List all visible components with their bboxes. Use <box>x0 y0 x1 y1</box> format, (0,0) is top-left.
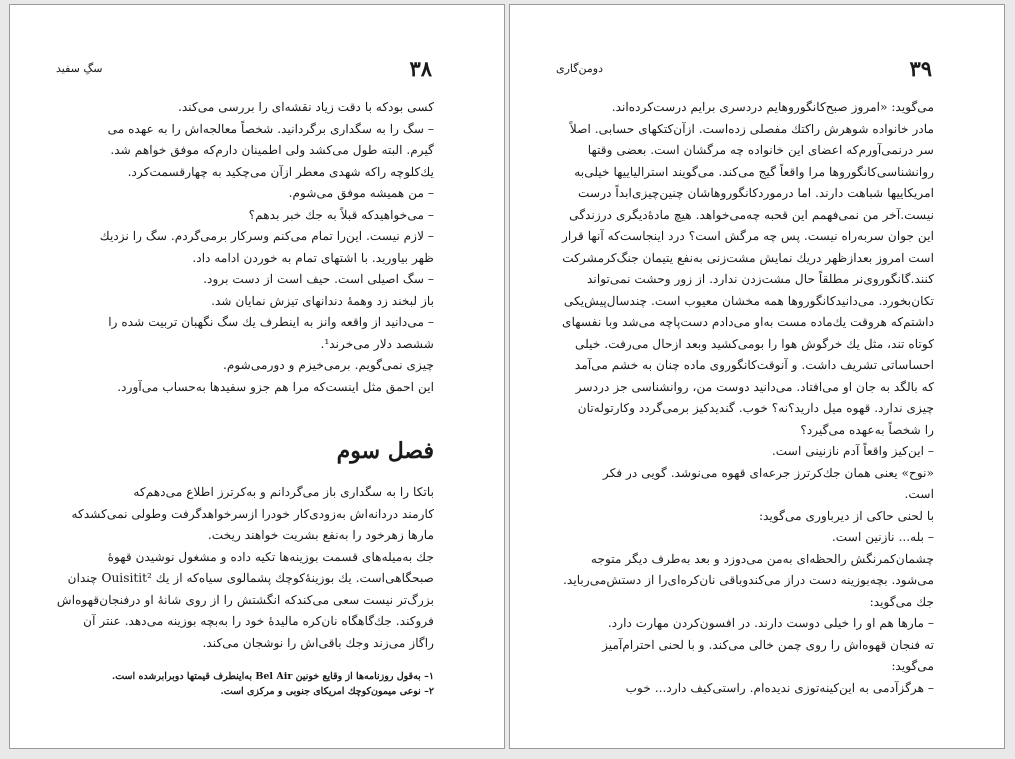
text-line: جك به‌میله‌های قسمت بوزینه‌ها تکیه داده و مشغول نوشیدن قهوهٔ <box>107 549 434 564</box>
left-page <box>9 4 505 749</box>
text-line: بزرگ‌تر نیست سعی می‌کندکه انگشتش را از روی شانهٔ او درفنجان‌قهوه‌اش <box>56 592 434 607</box>
text-line: روانشناسی‌کانگوروها مرا واقعاً گیج می‌کند. می‌گویند استرالیاییها خیلی‌به <box>574 164 934 179</box>
text-line: داشتم‌که هروقت یك‌ماده مست به‌او می‌دادم دست‌پاچه می‌شد وبا نفسهای <box>562 315 934 329</box>
text-line: سر درنمی‌آورم‌که اعضای این خانواده چه مرگشان است. بعضی وقتها <box>587 143 934 157</box>
text-line: تکان‌بخورد. می‌دانیدکانگوروها همه مخشان معیوب است. چندسال‌پیش‌یکی <box>563 293 934 308</box>
text-line: فروکند. جك‌گاهگاه نان‌کره مالیدهٔ خود را به‌بچه بوزینه می‌دهد. عنتر آن <box>83 614 434 628</box>
footnote: ۱– به‌قول روزنامه‌ها از وقایع خونین Bel Air به‌اینطرف قیمتها دوبرابرشده است. <box>111 671 434 682</box>
running-title: سگِ سفید <box>56 62 103 75</box>
page-number: ۳۸ <box>409 56 432 81</box>
text-line: است امروز بعدازظهر دریك نمایش مشت‌زنی به‌نفع یتیمان جنگ‌کرمشرکت <box>562 250 934 265</box>
text-line: – می‌خواهیدکه قبلاً به جك خبر بدهم؟ <box>248 207 434 222</box>
text-line: ته فنجان قهوه‌اش را روی چمن خالی می‌کند. و با لحنی احترام‌آمیز <box>602 637 934 652</box>
text-line: چیزی ندارد. قهوه میل دارید؟نه؟ خوب. گندیدکیز برمی‌گردد وکارتوله‌تان <box>577 401 934 415</box>
left-page-body-bottom <box>56 482 434 654</box>
running-title: دومن‌گاری <box>556 62 603 75</box>
text-line: احساساتی تشریف داشت. و آنوقت‌کانگوروی ماده چنان به خشم می‌آمد <box>574 358 934 372</box>
footnote: ۲– نوعی میمون‌کوچك امریکای جنوبی و مرکزی است. <box>220 686 434 697</box>
text-line: می‌شود. بچه‌بوزینه دست دراز می‌کندوباقی نان‌کره‌ای‌را از دستش‌می‌رباید. <box>563 573 934 587</box>
text-line: – بله... نازنین است. <box>831 530 934 544</box>
text-line: یك‌کلوچه راکه شهدی معطر ازآن می‌چکید به چهارقسمت‌کرد. <box>127 164 434 179</box>
text-line: چشمان‌کمرنگش رالحظه‌ای به‌من می‌دوزد و بعد به‌طرف دیگر متوجه <box>590 551 934 566</box>
text-line: امریکاییها شباهت دارند. اما درمورد‌کانگوروهاشان چنین‌چیزی‌ابداً درست <box>578 186 934 200</box>
page-number: ۳۹ <box>909 56 932 81</box>
text-line: ششصد دلار می‌خرند¹. <box>320 336 434 351</box>
text-line: – مارها هم او را خیلی دوست دارند. در افسون‌کردن مهارت دارد. <box>607 616 934 630</box>
text-line: است. <box>904 487 934 501</box>
text-line: راگاز می‌زند وجك باقی‌اش را نوشجان می‌کند. <box>202 635 434 650</box>
text-line: کارمند دردانه‌اش به‌زودی‌کار خودرا ازسرخواهدگرفت وطولی نمی‌کشدکه <box>71 506 434 521</box>
text-line: صبحگاهی‌است. یك بوزینهٔ‌کوچك پشمالوی سیاه‌که از یك Ouisitit² چندان <box>67 571 434 585</box>
text-line: – لازم نیست. این‌را تمام می‌کنم وسرکار برمی‌گردم. سگ را نزدیك <box>99 229 434 243</box>
text-line: – سگ اصیلی است. حیف است از دست برود. <box>203 272 434 286</box>
text-line: باز لبخند زد وهمهٔ دندانهای تیزش نمایان شد. <box>211 293 434 308</box>
text-line: – من همیشه موفق می‌شوم. <box>288 186 434 200</box>
text-line: را شخصاً به‌عهده می‌گیرد؟ <box>800 422 934 437</box>
text-line: نیست.آخر من نمی‌فهمم این قحبه چه‌می‌خواهد. هیچ مادهٔ‌دیگری درزندگی <box>569 207 934 222</box>
text-line: این جوان سربه‌راه نیست. پس چه مرگش است؟ درد اینجاست‌که آنها قرار <box>562 229 934 243</box>
text-line: ظهر بیاورید. با اشتهای تمام به خوردن ادامه داد. <box>192 250 434 265</box>
text-line: چیزی نمی‌گویم. برمی‌خیزم و دورمی‌شوم. <box>222 358 434 372</box>
text-line: کوتاه تند، مثل یك خرگوش هوا را بومی‌کشید وبعد ازحال می‌رفت. خیلی <box>574 336 934 351</box>
right-page-body <box>562 97 934 699</box>
chapter-title: فصل سوم <box>336 438 434 464</box>
text-line: می‌گوید: <box>891 659 934 673</box>
text-line: – هرگزآدمی به این‌کینه‌توزی ندیده‌ام. راستی‌کیف دارد... خوب <box>625 680 934 695</box>
text-line: این احمق مثل اینست‌که مرا هم جزو سفیدها به‌حساب می‌آورد. <box>117 379 434 394</box>
text-line: که بالگد به جان او می‌افتاد. می‌دانید دوست من، روانشناسی جز دردسر <box>575 379 934 394</box>
text-line: مارها زهرخود را به‌نفع بشریت خواهند ریخت. <box>207 528 434 542</box>
text-line: – سگ را به سگداری برگردانید. شخصاً معالجه‌اش را به عهده می‌ <box>107 121 434 136</box>
left-page-header <box>56 55 432 83</box>
text-line: جك می‌گوید: <box>869 594 934 609</box>
right-page-header <box>556 55 932 83</box>
text-line: می‌گوید: «امروز صبح‌کانگوروهایم دردسری برایم درست‌کرده‌اند. <box>611 100 934 114</box>
text-line: – می‌دانید از واقعه وانز به اینطرف یك سگ نگهبان تربیت شده را <box>108 315 434 329</box>
text-line: با لحنی حاکی از دیرباوری می‌گوید: <box>758 508 934 523</box>
text-line: کنند.گانگوروی‌نر مطلقاً حال مشت‌زدن ندارد. از زور وحشت نمی‌تواند <box>587 272 934 286</box>
text-line: – این‌کیز واقعاً آدم نازنینی است. <box>771 444 934 458</box>
text-line: مادر خانواده شوهرش راکتك مفصلی زده‌است. ازآن‌کتکهای حسابی. اصلاً <box>569 121 934 136</box>
left-page-body-top <box>80 97 434 398</box>
footnotes <box>90 669 434 699</box>
text-line: گیرم. البته طول می‌کشد ولی اطمینان دارم‌که موفق خواهم شد. <box>110 143 434 157</box>
text-line: «نوح» یعنی همان جك‌کرترز جرعه‌ای قهوه می‌نوشد. گویی در فکر <box>602 465 934 480</box>
right-page <box>509 4 1005 749</box>
text-line: کسی بودکه با دقت زیاد نقشه‌ای را بررسی می‌کند. <box>178 100 434 114</box>
text-line: باتکا را به سگداری باز می‌گردانم و به‌کرترز اطلاع می‌دهم‌که <box>133 485 434 499</box>
